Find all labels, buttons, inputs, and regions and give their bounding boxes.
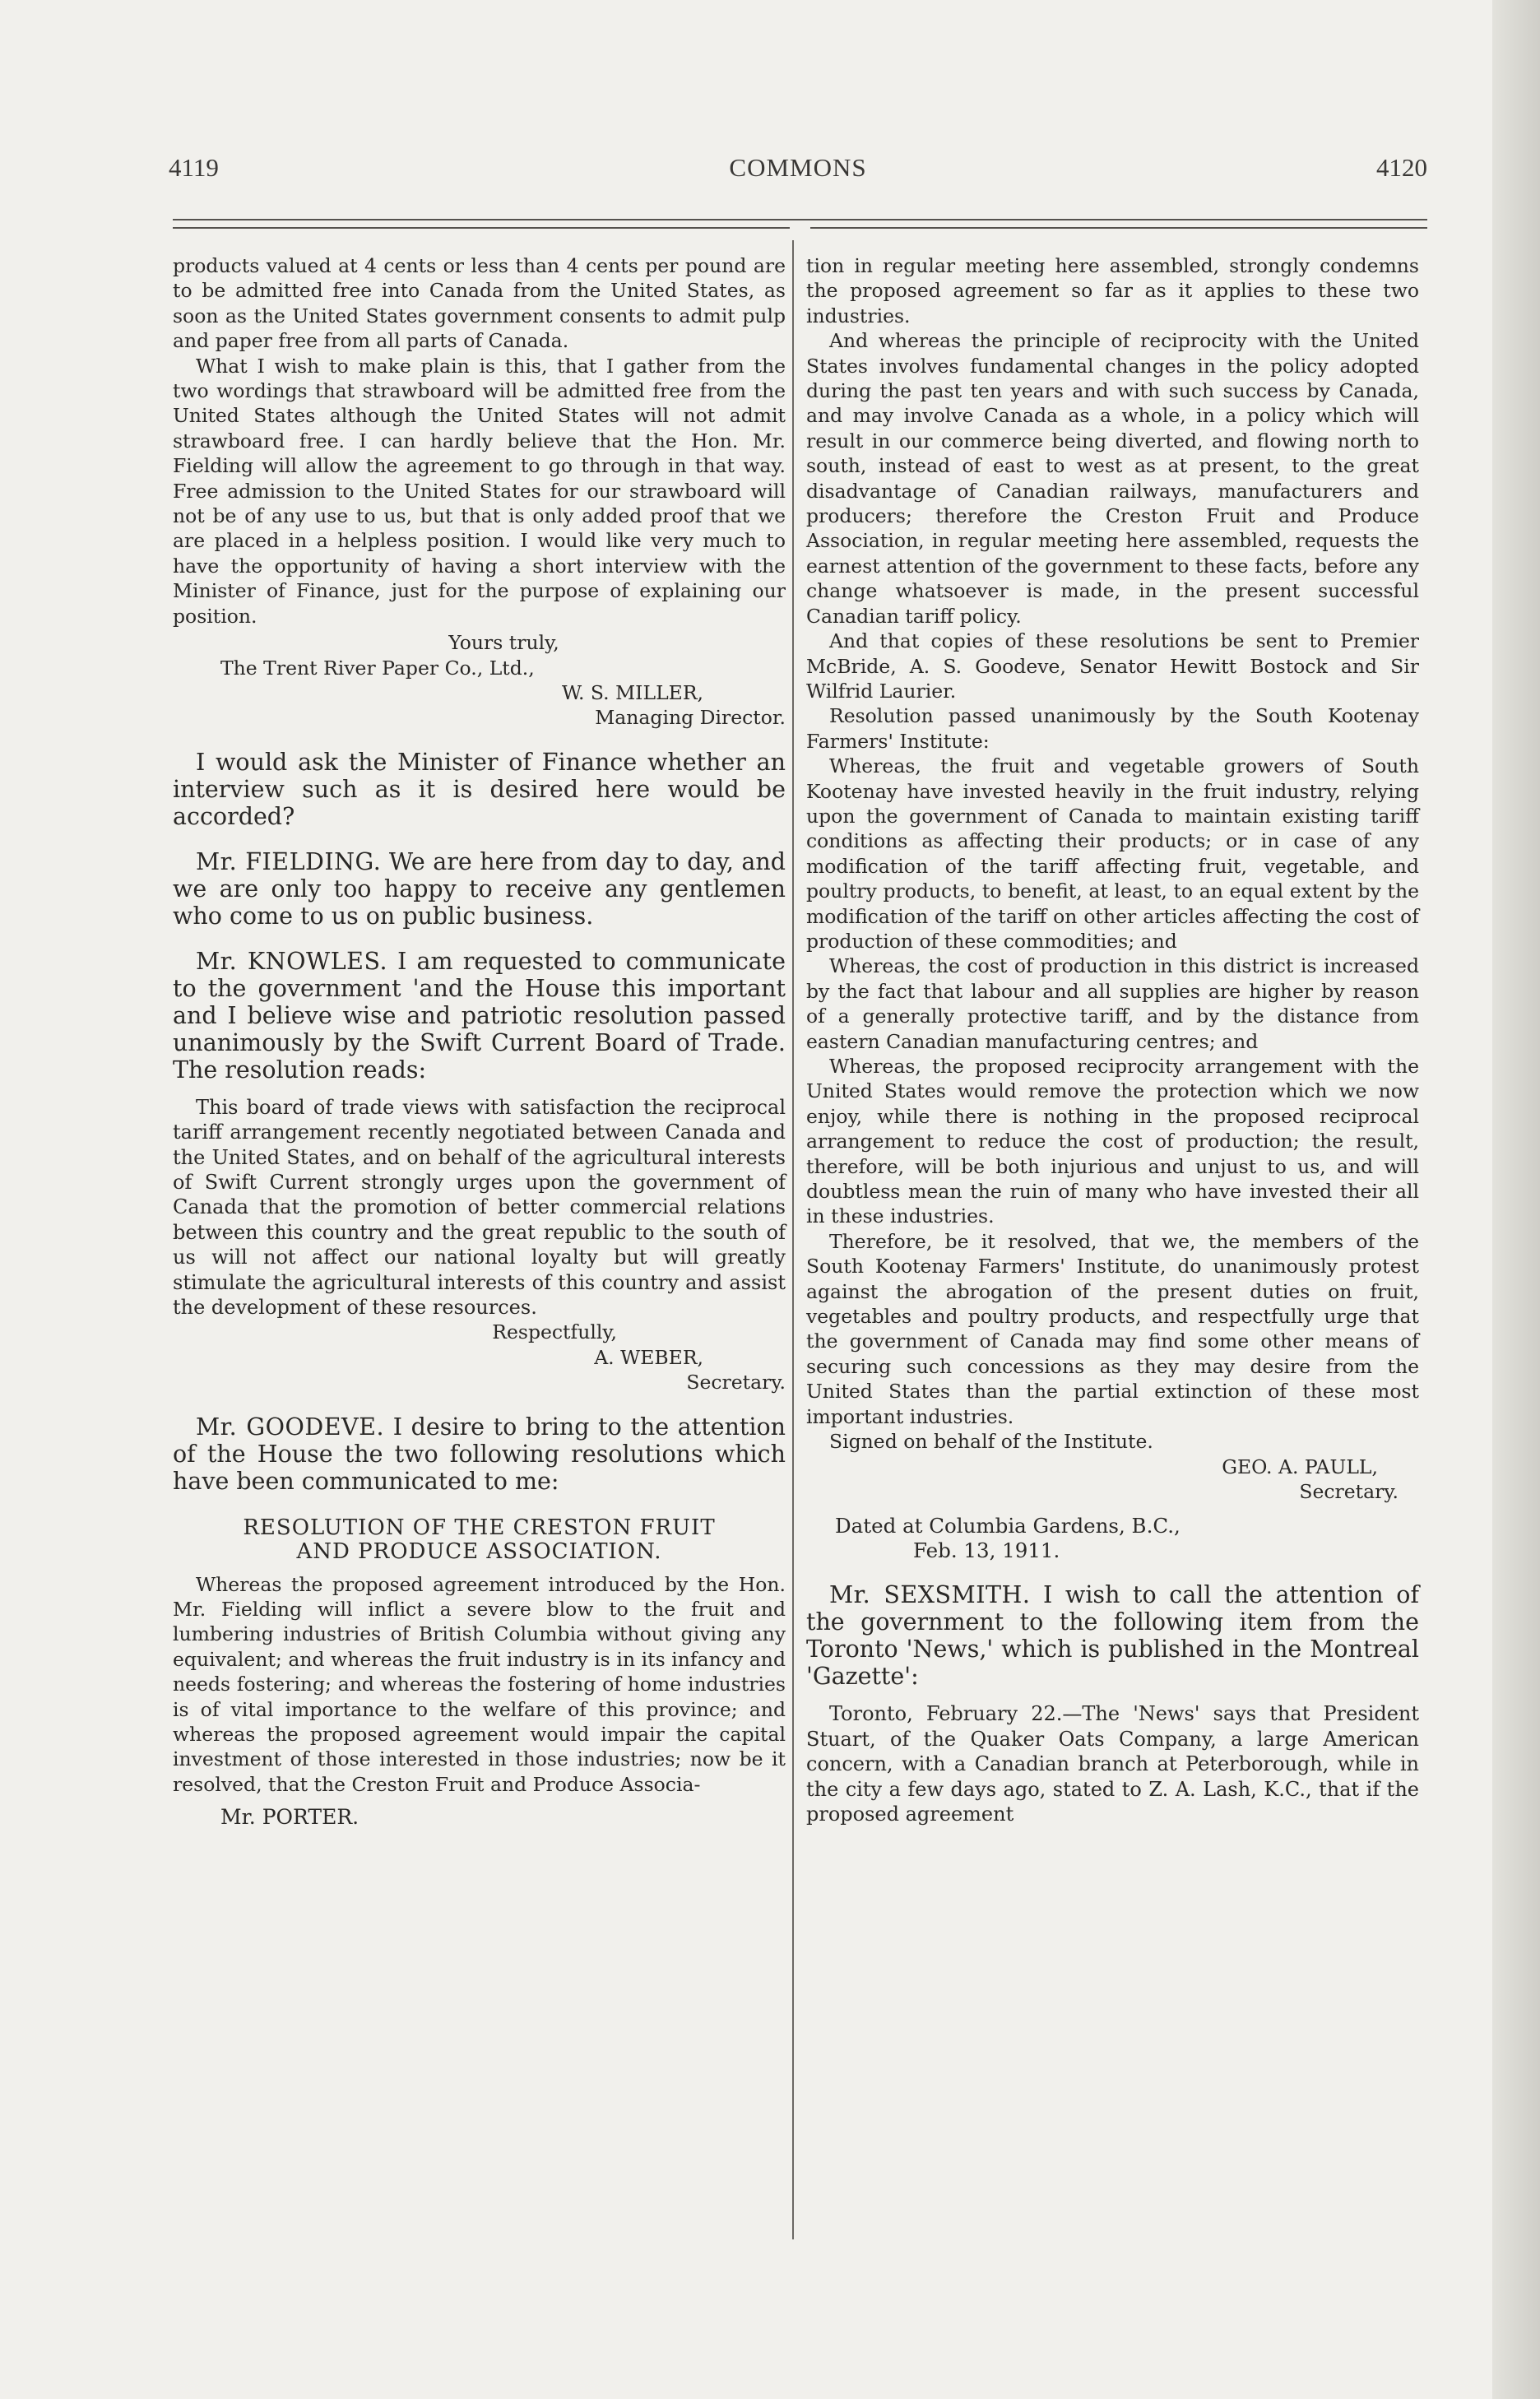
paragraph: products valued at 4 cents or less than 4 cents per pound are to be admitted free into Canada from the United States, as soon as the United States government consents to admit pulp and paper free from all parts of Canada. — [173, 254, 786, 353]
resolution-signature — [173, 1320, 786, 1394]
paragraph: Resolution passed unanimously by the South Kootenay Farmers' Institute: — [806, 704, 1419, 753]
signature-company: The Trent River Paper Co., Ltd., — [220, 656, 535, 680]
signature-title: Secretary. — [686, 1371, 786, 1394]
signature-name: A. WEBER, — [594, 1345, 703, 1369]
signature-title: Managing Director. — [595, 706, 786, 730]
paragraph: Whereas the proposed agreement introduced by the Hon. Mr. Fielding will inflict a severe blow to the fruit and lumbering industries of British Columbia without giving any equivalent; and whereas the fruit industry is in its infancy and needs fostering; and whereas the fostering of home industries is of vital importance to the welfare of this province; and whereas the proposed agreement would impair the capital investment of those interested in those industries; now be it resolved, that the Creston Fruit and Produce Associa- — [173, 1572, 786, 1796]
quoted-news-item: Toronto, February 22.—The 'News' says that President Stuart, of the Quaker Oats Company, a large American concern, with a Canadian branch at Peterborough, while in the city a few days ago, stated to Z. A. Lash, K.C., that if the proposed agreement — [806, 1702, 1419, 1826]
header-rule-left — [173, 227, 790, 229]
speech-text: I am requested to communicate to the government 'and the House this important and I believe wise and patriotic resolution passed unanimously by the Swift Current Board of Trade. The resolution reads: — [173, 947, 786, 1083]
speech-text: I wish to call the attention of the government to the following item from the Toronto 'News,' which is published in the Montreal 'Gazette': — [806, 1581, 1419, 1691]
letter-signature — [173, 630, 786, 731]
paragraph: Signed on behalf of the Institute. — [829, 1430, 1153, 1454]
paragraph: What I wish to make plain is this, that I gather from the two wordings that strawboard will be admitted free from the United States although the United States will not admit strawboard free. I can hardly believe that the Hon. Mr. Fielding will allow the agreement to go through in that way. Free admission to the United States for our strawboard will not be of any use to us, but that is only added proof that we are placed in a helpless position. I would like very much to have the opportunity of having a short interview with the Minister of Finance, just for the purpose of explaining our position. — [173, 354, 786, 628]
speaker-name: Mr. SEXSMITH. — [829, 1581, 1031, 1609]
page-edge-shadow — [1492, 0, 1540, 2399]
speech-text: We are here from day to day, and we are only too happy to receive any gentlemen who come to us on public business. — [173, 847, 786, 930]
footer-speaker: Mr. PORTER. — [220, 1805, 359, 1830]
signature-name: W. S. MILLER, — [561, 680, 703, 704]
signature-title: Secretary. — [1299, 1479, 1399, 1503]
heading-line: RESOLUTION OF THE CRESTON FRUIT — [243, 1515, 716, 1540]
speaker-name: Mr. FIELDING. — [196, 847, 382, 875]
dated-line — [806, 1514, 1419, 1563]
speaker-name: Mr. KNOWLES. — [196, 947, 388, 975]
paragraph: Whereas, the fruit and vegetable growers of South Kootenay have invested heavily in the fruit industry, relying upon the government of Canada to maintain existing tariff conditions as affecting their products; or in case of any modification of the tariff affecting fruit, vegetable, and poultry products, to benefit, at least, to an equal extent by the modification of the tariff on other articles affecting the cost of production of these commodities; and — [806, 754, 1419, 953]
signature-close: Respectfully, — [492, 1320, 617, 1344]
speech-goodeve — [173, 1413, 786, 1495]
paragraph: Whereas, the cost of production in this district is increased by the fact that labour and all supplies are higher by reason of a generally protective tariff, and by the distance from eastern Canadian manufacturing centres; and — [806, 954, 1419, 1053]
paragraph: tion in regular meeting here assembled, strongly condemns the proposed agreement so far as it applies to these two industries. — [806, 254, 1419, 327]
header-rule-top — [173, 219, 1427, 220]
dated-date: Feb. 13, 1911. — [913, 1538, 1060, 1563]
signature-close: Yours truly, — [448, 631, 559, 655]
speaker-name: Mr. GOODEVE. — [196, 1413, 385, 1441]
institute-signature — [806, 1455, 1419, 1505]
quoted-resolution: This board of trade views with satisfaction the reciprocal tariff arrangement recently negotiated between Canada and the United States, and on behalf of the agricultural interests of Swift Current strongly urges upon the government of Canada that the promotion of better commercial relations between this country and the great republic to the south of us will not affect our national loyalty but will greatly stimulate the agricultural interests of this country and assist the development of these resources. — [173, 1095, 786, 1319]
paragraph: Whereas, the proposed reciprocity arrangement with the United States would remove the protection which we now enjoy, while there is nothing in the proposed reciprocal arrangement to reduce the cost of production; the result, therefore, will be both injurious and unjust to us, and will doubtless mean the ruin of many who have invested their all in these industries. — [806, 1055, 1419, 1228]
paragraph: And that copies of these resolutions be sent to Premier McBride, A. S. Goodeve, Senator Hewitt Bostock and Sir Wilfrid Laurier. — [806, 629, 1419, 703]
dated-place: Dated at Columbia Gardens, B.C., — [835, 1514, 1181, 1538]
page-header — [169, 153, 1427, 194]
left-column — [173, 253, 786, 1831]
paragraph: Therefore, be it resolved, that we, the members of the South Kootenay Farmers' Institute, do unanimously protest against the abrogation of the present duties on fruit, vegetables and poultry products, and respectfully urge that the government of Canada may find some other means of securing such concessions as they may desire from the United States than the partial extinction of these most important industries. — [806, 1229, 1419, 1428]
speech-knowles — [173, 948, 786, 1083]
page-number-right: 4120 — [1376, 153, 1427, 182]
column-divider — [792, 240, 794, 2239]
speech-text: I desire to bring to the attention of the House the two following resolutions which have been communicated to me: — [173, 1413, 786, 1495]
header-rule-right — [810, 227, 1427, 229]
speech-sexsmith — [806, 1581, 1419, 1690]
page-number-left: 4119 — [169, 153, 219, 182]
heading-line: AND PRODUCE ASSOCIATION. — [296, 1538, 662, 1564]
paragraph: And whereas the principle of reciprocity with the United States involves fundamental changes in the policy adopted during the past ten years and with such success by Canada, and may involve Canada as a whole, in a policy which will result in our commerce being diverted, and flowing north to south, instead of east to west as at present, to the great disadvantage of Canadian railways, manufacturers and producers; therefore the Creston Fruit and Produce Association, in regular meeting here assembled, requests the earnest attention of the government to these facts, before any change whatsoever is made, in the present successful Canadian tariff policy. — [806, 329, 1419, 628]
section-heading — [173, 1516, 786, 1564]
paragraph: I would ask the Minister of Finance whether an interview such as it is desired here would be accorded? — [173, 748, 786, 830]
signature-name: GEO. A. PAULL, — [1222, 1455, 1378, 1478]
running-title: COMMONS — [729, 153, 867, 182]
right-column — [806, 253, 1419, 1826]
speech-fielding — [173, 848, 786, 930]
